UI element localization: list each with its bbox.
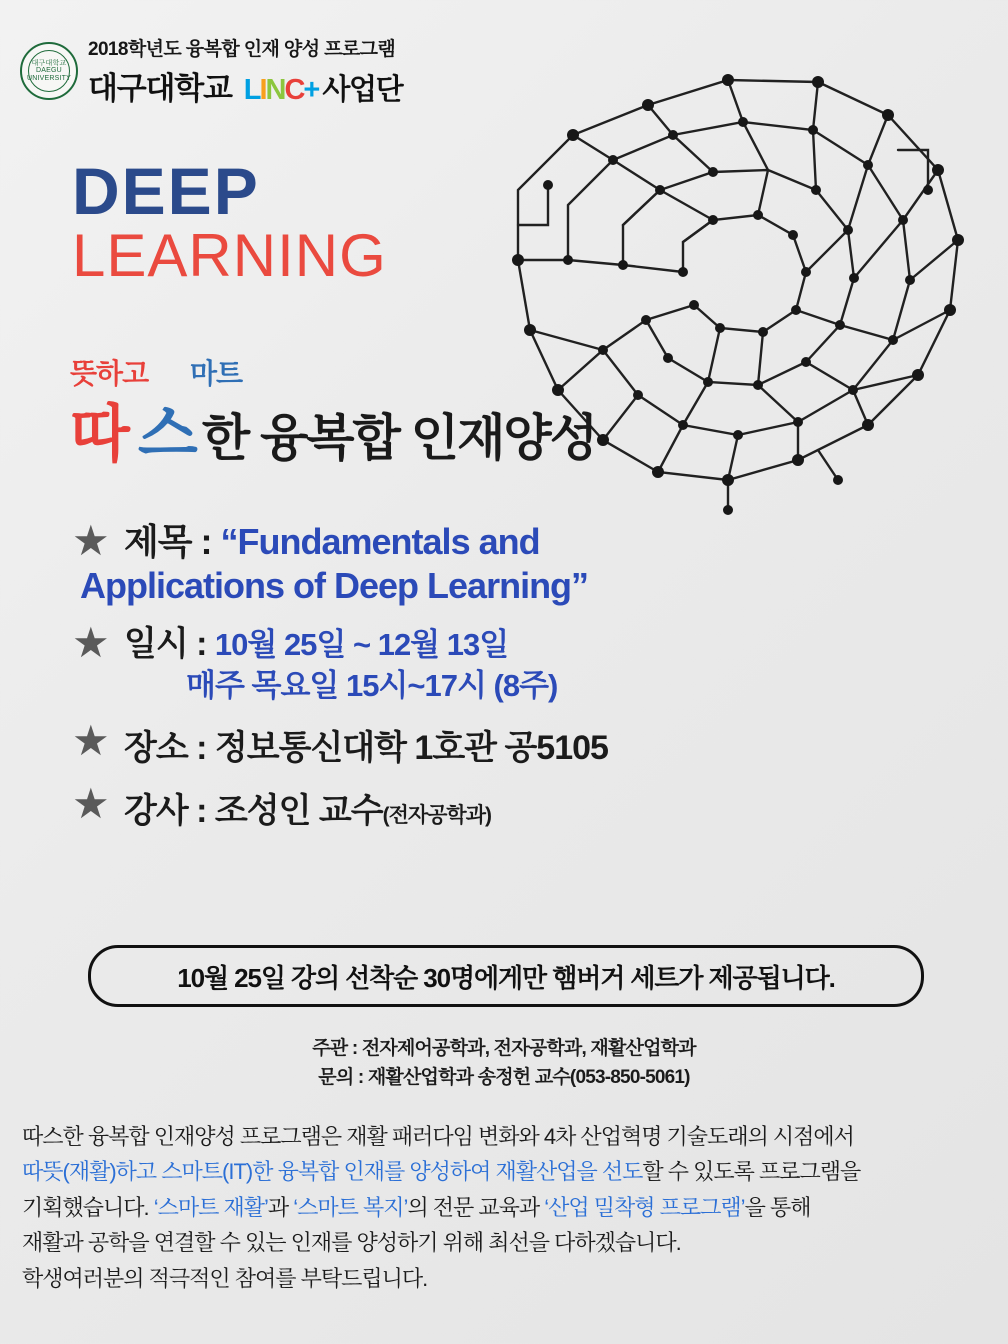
para-3-f: ‘산업 밀착형 프로그램’: [544, 1194, 745, 1220]
notice-banner: [88, 945, 924, 1007]
list-item-title: [72, 517, 942, 608]
poster-header: [20, 34, 402, 108]
para-line-2: [22, 1155, 988, 1188]
list-item-date: [72, 618, 942, 706]
linc-logo-letter-2: I: [259, 74, 266, 106]
para-5-text: 학생여러분의 적극적인 참여를 부탁드립니다.: [22, 1265, 428, 1291]
star-icon: ★: [72, 517, 110, 564]
para-line-1: [22, 1120, 988, 1153]
para-line-4: [22, 1226, 988, 1259]
place-value: 정보통신대학 1호관 공5105: [214, 729, 608, 768]
deep-learning-title: [72, 154, 387, 289]
korean-headline: [70, 352, 596, 473]
title-label: 제목 :: [124, 521, 221, 562]
organizer-line-1: 주관 : 전자제어공학과, 전자공학과, 재활산업학과: [312, 1038, 696, 1059]
linc-logo-letter-3: N: [265, 74, 285, 106]
date-value: 10월 25일 ~ 12월 13일: [214, 626, 509, 662]
linc-logo-letter-1: L: [243, 74, 260, 106]
linc-plus-logo: [244, 74, 319, 107]
linc-suffix: 사업단: [322, 74, 403, 106]
para-3-d: ‘스마트 복지’: [293, 1194, 408, 1220]
title-value-line1: “Fundamentals and: [220, 521, 540, 562]
university-seal-icon: [20, 42, 78, 100]
para-3-e: 의 전문 교육과: [407, 1194, 545, 1220]
program-line: 2018학년도 융복합 인재 양성 프로그램: [88, 39, 396, 60]
para-4-text: 재활과 공학을 연결할 수 있는 인재를 양성하기 위해 최선을 다하겠습니다.: [22, 1230, 681, 1256]
para-line-5: [22, 1262, 988, 1295]
headline-small-red: 뜻하고: [70, 358, 149, 389]
para-3-g: 을 통해: [744, 1194, 811, 1220]
star-icon: ★: [72, 717, 110, 765]
headline-big-red: 따: [70, 400, 128, 469]
para-3-a: 기획했습니다.: [22, 1194, 154, 1220]
para-2-accent: 따뜻(재활)하고 스마트(IT)한 융복합 인재를 양성하여 재활산업을 선도: [22, 1159, 643, 1185]
university-name: 대구대학교: [88, 71, 232, 106]
para-line-3: [22, 1191, 988, 1224]
linc-logo-letter-4: C: [284, 74, 304, 106]
list-item-place: [72, 717, 942, 769]
seal-label: 대구대학교 DAEGU UNIVERSITY: [27, 59, 72, 82]
para-1-text: 따스한 융복합 인재양성 프로그램은 재활 패러다임 변화와 4차 산업혁명 기술도래의 시점에서: [22, 1124, 854, 1149]
description-paragraph: [22, 1120, 988, 1297]
list-item-lecturer: [72, 780, 942, 832]
place-label: 장소 :: [124, 729, 215, 768]
headline-big-blue: 스: [137, 400, 196, 469]
star-icon: ★: [72, 618, 110, 666]
deep-word: DEEP: [72, 154, 260, 228]
detail-list: [72, 517, 942, 846]
para-3-b: ‘스마트 재활’: [153, 1194, 268, 1220]
organizer-line-2: 문의 : 재활산업학과 송정헌 교수(053-850-5061): [318, 1066, 690, 1088]
organizer-info: [0, 1035, 1008, 1092]
para-2-text: 할 수 있도록 프로그램을: [642, 1159, 861, 1185]
lecturer-dept: (전자공학과): [382, 804, 491, 828]
linc-logo-letter-5: +: [303, 74, 319, 106]
date-line2: 매주 목요일 15시~17시 (8주): [186, 668, 558, 703]
notice-text: 10월 25일 강의 선착순 30명에게만 햄버거 세트가 제공됩니다.: [177, 962, 835, 993]
title-value-line2: Applications of Deep Learning”: [80, 564, 589, 606]
headline-small-blue: 마트: [190, 358, 243, 389]
learning-word: LEARNING: [72, 221, 387, 289]
star-icon: ★: [72, 780, 110, 828]
lecturer-label: 강사 :: [124, 792, 215, 831]
date-label: 일시 :: [124, 624, 215, 663]
headline-big-rest: 한 융복합 인재양성: [201, 410, 596, 466]
para-3-c: 과: [267, 1194, 294, 1220]
lecturer-value: 조성인 교수: [214, 792, 383, 831]
